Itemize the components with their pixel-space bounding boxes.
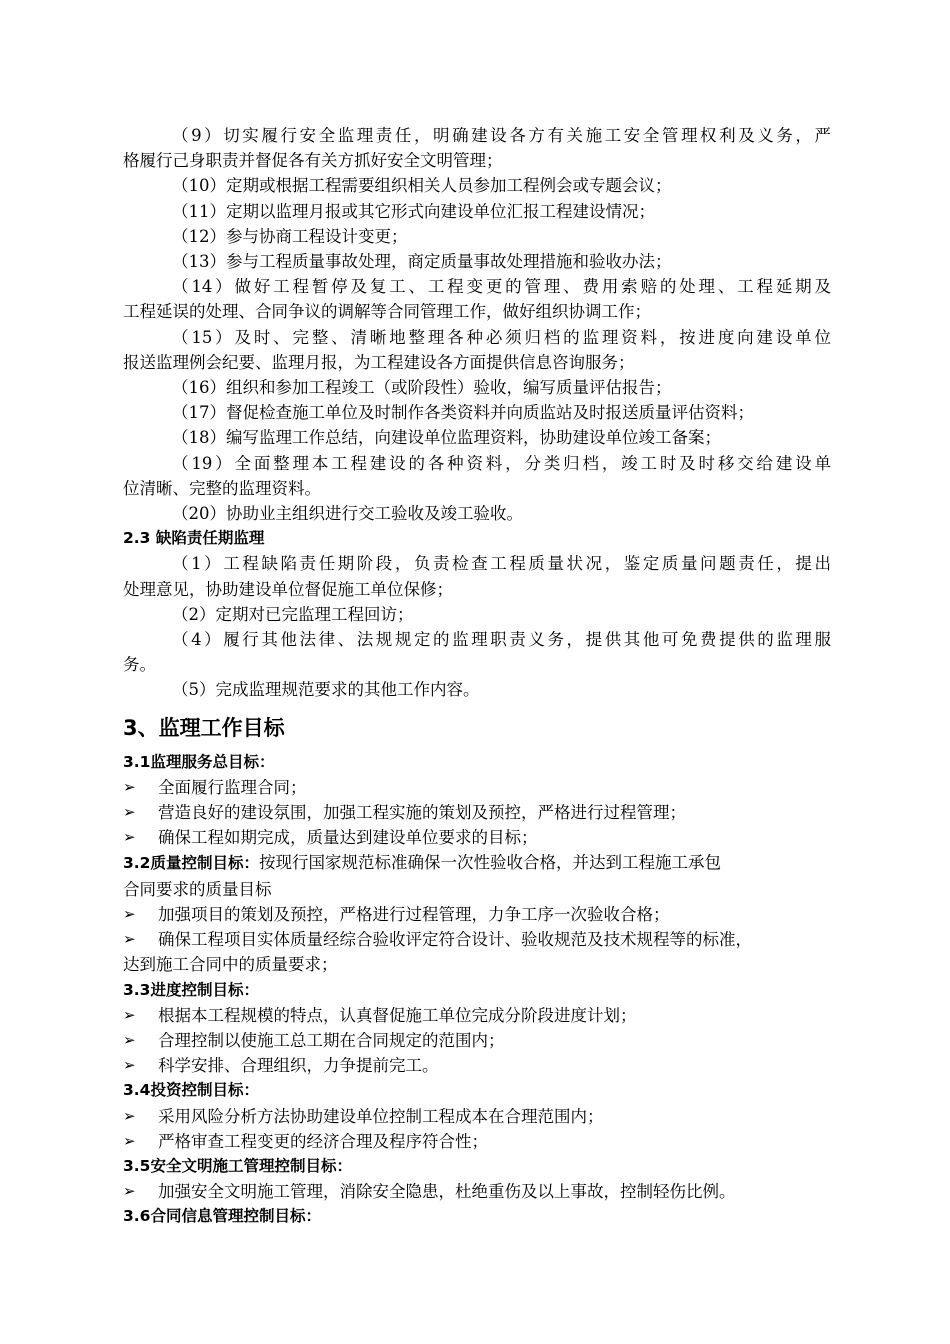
arrow-bullet-icon: ➢ [123,930,136,949]
chapter-heading: 3、监理工作目标 [123,715,285,740]
bullet-item: ➢ 根据本工程规模的特点，认真督促施工单位完成分阶段进度计划； [123,1003,831,1028]
list-item: （16）组织和参加工程竣工（或阶段性）验收，编写质量评估报告； [172,378,672,398]
list-item: （2）定期对已完监理工程回访； [172,604,414,624]
list-item: （17）督促检查施工单位及时制作各类资料并向质监站及时报送质量评估资料； [172,403,754,423]
list-item: （20）协助业主组织进行交工验收及竣工验收。 [172,504,523,524]
section-heading-3-5: 3.5安全文明施工管理控制目标： [123,1156,352,1175]
arrow-bullet-icon: ➢ [123,777,136,796]
bullet-item: ➢ 加强安全文明施工管理，消除安全隐患，杜绝重伤及以上事故，控制轻伤比例。 [123,1179,831,1204]
section-heading-3-4: 3.4投资控制目标： [123,1081,259,1100]
bullet-item: ➢ 合理控制以使施工总工期在合同规定的范围内； [123,1028,831,1053]
arrow-bullet-icon: ➢ [123,1030,136,1049]
arrow-bullet-icon: ➢ [123,1131,136,1150]
bullet-continuation: 达到施工合同中的质量要求； [123,955,338,975]
list-item: （4）履行其他法律、法规规定的监理职责义务，提供其他可免费提供的监理服 务。 [123,630,831,675]
arrow-bullet-icon: ➢ [123,1056,136,1075]
bullet-item: ➢ 营造良好的建设氛围，加强工程实施的策划及预控，严格进行过程管理； [123,800,831,825]
arrow-bullet-icon: ➢ [123,1005,136,1024]
list-item: （5）完成监理规范要求的其他工作内容。 [172,680,480,700]
bullet-item: ➢ 确保工程如期完成，质量达到建设单位要求的目标； [123,825,831,850]
section-heading-3-6: 3.6合同信息管理控制目标： [123,1207,321,1226]
bullet-item: ➢ 加强项目的策划及预控，严格进行过程管理，力争工序一次验收合格； [123,902,831,927]
list-item: （15）及时、完整、清晰地整理各种必须归档的监理资料，按进度向建设单位 报送监理例会纪要、监理月报，为工程建设各方面提供信息咨询服务； [123,327,831,372]
list-item: （1）工程缺陷责任期阶段，负责检查工程质量状况，鉴定质量问题责任，提出 处理意见，协助建设单位督促施工单位保修； [123,554,831,599]
arrow-bullet-icon: ➢ [123,1182,136,1201]
document-body [123,123,831,1230]
list-item: （19）全面整理本工程建设的各种资料，分类归档，竣工时及时移交给建设单 位清晰、完整的监理资料。 [123,453,831,498]
list-item: （10）定期或根据工程需要组织相关人员参加工程例会或专题会议； [172,176,672,196]
list-item: （13）参与工程质量事故处理，商定质量事故处理措施和验收办法； [172,252,672,272]
list-item: （18）编写监理工作总结，向建设单位监理资料，协助建设单位竣工备案； [172,428,721,448]
section-heading-3-1: 3.1监理服务总目标： [123,752,275,771]
section-heading-3-2: 3.2质量控制目标： [123,854,259,873]
arrow-bullet-icon: ➢ [123,803,136,822]
list-item: （12）参与协商工程设计变更； [172,226,408,246]
section-3-2-paragraph: 3.2质量控制目标：按现行国家规范标准确保一次性验收合格，并达到工程施工承包 合同要求的质量目标 [123,853,721,899]
arrow-bullet-icon: ➢ [123,1106,136,1125]
bullet-item: ➢ 严格审查工程变更的经济合理及程序符合性； [123,1129,831,1154]
arrow-bullet-icon: ➢ [123,904,136,923]
bullet-item: ➢ 确保工程项目实体质量经综合验收评定符合设计、验收规范及技术规程等的标准， [123,927,831,952]
list-item: （14）做好工程暂停及复工、工程变更的管理、费用索赔的处理、工程延期及 工程延误的处理、合同争议的调解等合同管理工作，做好组织协调工作； [123,277,831,322]
section-heading-2-3: 2.3 缺陷责任期监理 [123,529,265,548]
list-item: （9）切实履行安全监理责任，明确建设各方有关施工安全管理权利及义务，严 格履行己身职责并督促各有关方抓好安全文明管理； [123,126,831,171]
arrow-bullet-icon: ➢ [123,828,136,847]
list-item: （11）定期以监理月报或其它形式向建设单位汇报工程建设情况； [172,201,655,221]
section-heading-3-3: 3.3进度控制目标： [123,980,259,999]
bullet-item: ➢ 科学安排、合理组织，力争提前完工。 [123,1053,831,1078]
bullet-item: ➢ 采用风险分析方法协助建设单位控制工程成本在合理范围内； [123,1104,831,1129]
bullet-item: ➢ 全面履行监理合同； [123,775,831,800]
